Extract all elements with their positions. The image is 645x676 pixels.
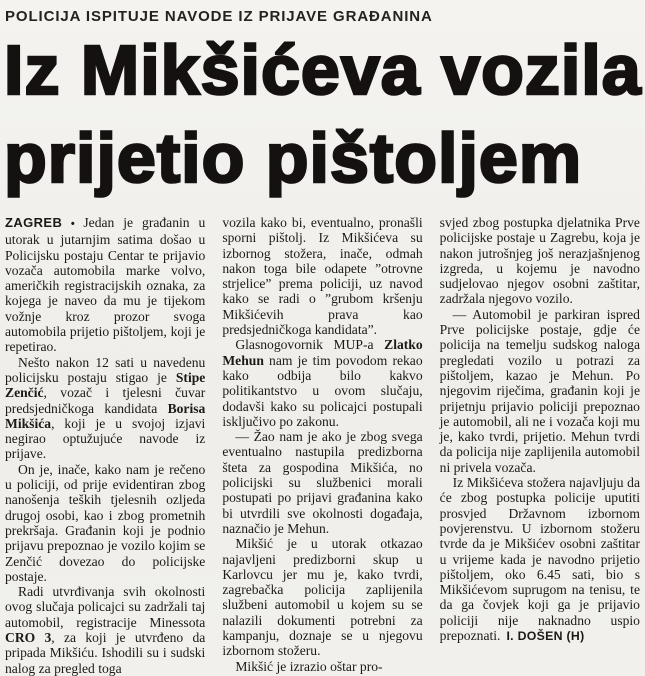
dateline-bullet: • bbox=[62, 218, 84, 230]
text-segment: , vozač i tjelesni čuvar predsjedničkoga kandidata bbox=[5, 385, 206, 416]
article-paragraph bbox=[222, 536, 422, 658]
headline-line-1: Iz Mikšićeva vozila bbox=[4, 31, 642, 109]
article-paragraph bbox=[222, 429, 422, 536]
bold-name: Zlatko Mehun bbox=[222, 337, 423, 368]
bold-name: Borisa Mikšića bbox=[5, 400, 206, 431]
article-paragraph bbox=[5, 584, 205, 676]
article-column bbox=[5, 215, 205, 676]
text-segment: — Automobil je parkiran ispred Prve policijske postaje, gdje će policija na temelju sudskog naloga pregledati vozilo u potrazi za pištoljem, kazao je Mehun. Po njegovim riječima, građanin koji je prijetnju prijavio policiji prepoznao je automobil, ali ne i vozača koji mu je, kako tvrdi, prijetio. Mehun tvrdi da policija nije zaplijenila automobil ni privela vozača. bbox=[439, 306, 640, 475]
text-segment: Radi utvrđivanja svih okolnosti ovog slučaja policajci su zadržali taj automobil, registracije Minessota bbox=[5, 584, 206, 630]
article-body bbox=[4, 215, 641, 676]
text-segment: Mikšić je u utorak otkazao najavljeni predizborni skup u Karlovcu jer mu je, kako tvrdi, zagrebačka policija zaplijenila službeni automobil u kojem su se nalazili dokumenti potrebni za kampanju, doznaje se u njegovu izbornom stožeru. bbox=[222, 536, 423, 659]
article-column bbox=[222, 215, 422, 676]
bold-name: Stipe Zenčić bbox=[5, 369, 206, 401]
headline bbox=[4, 25, 641, 202]
dateline: ZAGREB bbox=[5, 215, 63, 230]
article-paragraph bbox=[5, 462, 205, 584]
text-segment: Iz Mikšićeva stožera najavljuju da će zbog postupka policije uputiti prosvjed Državnom izbornom povjerenstvu. U izbornom stožeru tvrde da je Mikšićev osobni zaštitar u vrijeme kada je navodno prijetio pištoljem, oko 6.45 sati, bio s Mikšićevom suprugom na tenisu, te da ga čovjek koji ga je prijavio policiji nije naknadno uspio prepoznati. bbox=[439, 475, 640, 644]
article-paragraph bbox=[440, 475, 640, 644]
text-segment: , koji je u svojoj izjavi negirao optužujuće navode iz prijave. bbox=[5, 415, 206, 462]
article-column bbox=[440, 215, 640, 676]
kicker: POLICIJA ISPITUJE NAVODE IZ PRIJAVE GRAĐANINA bbox=[5, 8, 433, 25]
article-paragraph bbox=[222, 215, 422, 337]
text-segment: Mikšić je izrazio oštar pro- bbox=[235, 658, 383, 674]
headline-line-2: prijetio pištoljem bbox=[4, 119, 583, 197]
article-paragraph bbox=[5, 355, 205, 462]
text-segment: — Žao nam je ako je zbog svega eventualno nastupila predizborna šteta za gospodina Mikšića, no policijski su službenici morali postupati po prijavi građanina kako bi utvrdili sve okolnosti događaja, naznačio je Mehun. bbox=[222, 429, 423, 536]
article-paragraph bbox=[440, 215, 640, 307]
article-paragraph bbox=[222, 659, 422, 674]
text-segment: svjed zbog postupka djelatnika Prve policijske postaje u Zagrebu, koja je nakon jutrošnjeg još nerazjašnjenog izgreda, u kojemu je navodno sudjelovao njegov osobni zaštitar, zadržala njegovo vozilo. bbox=[439, 215, 640, 307]
byline: I. DOŠEN (H) bbox=[506, 629, 585, 644]
article-paragraph bbox=[440, 307, 640, 475]
text-segment: , za koji je utvrđeno da pripada Mikšiću. Ishodili su i sudski nalog za pregled toga bbox=[5, 630, 206, 676]
bold-name: CRO 3 bbox=[5, 630, 52, 646]
article-paragraph bbox=[222, 337, 422, 429]
text-segment: nam je tim povodom rekao kako odbija bilo kakvo politikantstvo u ovom slučaju, dodavši kako su policajci postupali isključivo po zakonu. bbox=[222, 352, 423, 429]
text-segment: Jedan je građanin u utorak u jutarnjim satima došao u Policijsku postaju Centar te prijavio vozača automobila marke volvo, američkih registracijskih oznaka, za kojega je naveo da mu je tijekom vožnje kroz prozor svoga automobila prijetio pištoljem, koji je repetirao. bbox=[5, 215, 206, 355]
article-paragraph bbox=[5, 215, 205, 355]
text-segment: On je, inače, kako nam je rečeno u policiji, od prije evidentiran zbog nanošenja teških tjelesnih ozljeda drugoj osobi, kao i zbog prometnih prekršaja. Građanin koji je podnio prijavu prepoznao je vozilo kojim se Zenčić dovezao do policijske postaje. bbox=[5, 461, 206, 584]
text-segment: Glasnogovornik MUP-a bbox=[235, 337, 385, 353]
text-segment: Nešto nakon 12 sati u navedenu policijsku postaju stigao je bbox=[5, 354, 206, 385]
text-segment: vozila kako bi, eventualno, pronašli sporni pištolj. Iz Mikšićeva su izbornog stožera, inače, odmah nakon toga bile odapete ”otrovne strjelice” prema policiji, uz navod kako se radi o ”grubom kršenju Mikšićevih prava kao predsjedničkoga kandidata”. bbox=[222, 215, 423, 338]
